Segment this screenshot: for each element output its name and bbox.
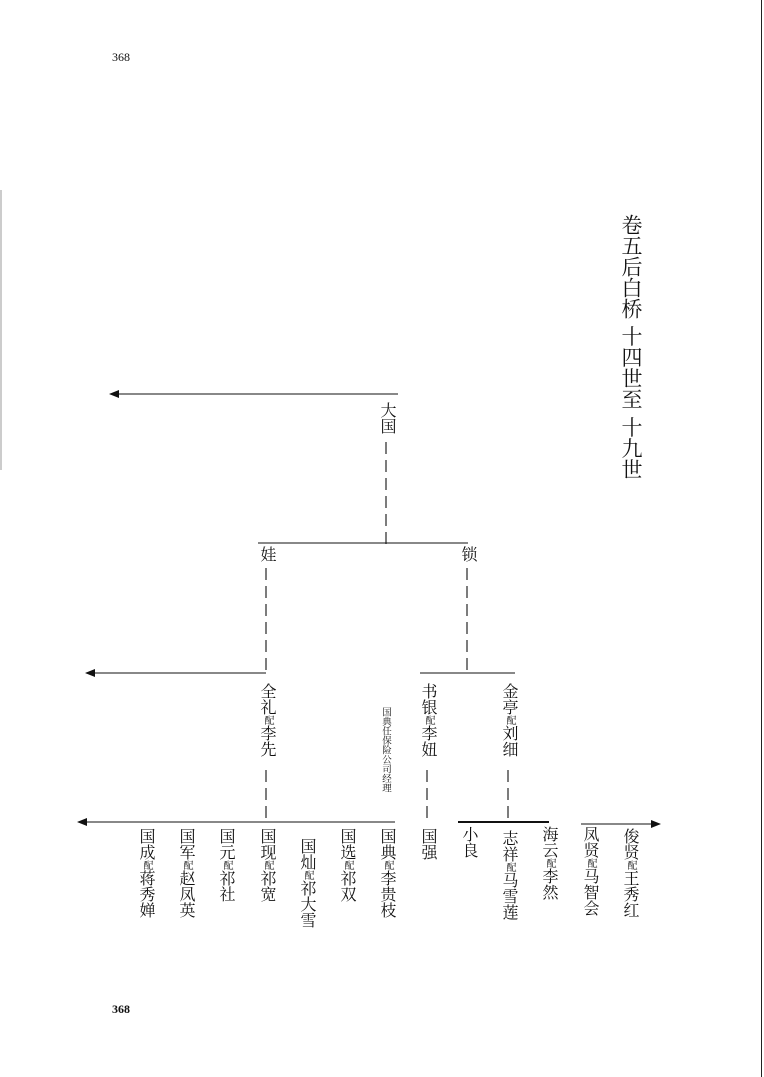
person-name: 书银 (419, 683, 438, 715)
spouse-name: 祁大雪 (298, 880, 317, 928)
page-number-bottom: 368 (112, 1002, 130, 1016)
spouse-name: 李妞 (419, 725, 438, 757)
spouse-marker: 配 (262, 860, 273, 870)
person-name: 海云 (540, 826, 559, 858)
person-name: 金亭 (500, 683, 519, 715)
person-name: 国成 (137, 828, 156, 860)
person-name: 国现 (258, 828, 277, 860)
spouse-name: 蒋秀婵 (137, 870, 156, 918)
spouse-marker: 配 (423, 715, 434, 725)
spouse-marker: 配 (302, 870, 313, 880)
person-suo: 锁 (459, 546, 478, 562)
person-xiaoliang: 小良 (460, 826, 479, 858)
person-name: 俊贤 (621, 828, 640, 860)
person-name: 凤贤 (581, 826, 600, 858)
person-guoqiang: 国强 (419, 828, 438, 860)
spouse-name: 刘细 (500, 725, 519, 757)
spouse-name: 祁社 (217, 870, 236, 902)
person-guocheng (136, 828, 156, 918)
chapter-title: 卷五后白桥 十四世至 十九世 (619, 214, 643, 480)
spouse-name: 马智会 (581, 868, 600, 916)
person-quanli (257, 683, 277, 757)
person-zhixiang (499, 830, 519, 920)
spouse-marker: 配 (262, 715, 273, 725)
person-name: 志祥 (500, 830, 519, 862)
person-haiyun (539, 826, 559, 900)
person-junxian (620, 828, 640, 918)
person-jinting (499, 683, 519, 757)
person-guoxian (257, 828, 277, 902)
spouse-name: 王秀红 (621, 870, 640, 918)
spouse-marker: 配 (504, 715, 515, 725)
person-wa: 娃 (258, 546, 277, 562)
person-guoxuan (337, 828, 357, 902)
person-guodian (377, 828, 397, 918)
spouse-name: 祁双 (338, 870, 357, 902)
spouse-name: 马雪莲 (500, 872, 519, 920)
person-root: 大国 (378, 402, 397, 434)
person-guocan (297, 838, 317, 928)
person-name: 国灿 (298, 838, 317, 870)
person-name: 国选 (338, 828, 357, 860)
spouse-name: 李先 (258, 725, 277, 757)
spouse-marker: 配 (141, 860, 152, 870)
note-guodian-job: 国典任保险公司经理 (380, 707, 391, 793)
spouse-marker: 配 (585, 858, 596, 868)
spouse-name: 李然 (540, 868, 559, 900)
spouse-name: 李贵枝 (378, 870, 397, 918)
person-name: 国军 (177, 828, 196, 860)
spouse-marker: 配 (544, 858, 555, 868)
person-guoyuan (216, 828, 236, 902)
person-guojun (176, 828, 196, 918)
spouse-marker: 配 (504, 862, 515, 872)
person-shuyin (418, 683, 438, 757)
spouse-marker: 配 (342, 860, 353, 870)
person-fengxian (580, 826, 600, 916)
spouse-name: 祁宽 (258, 870, 277, 902)
person-name: 全礼 (258, 683, 277, 715)
person-name: 国典 (378, 828, 397, 860)
spouse-marker: 配 (625, 860, 636, 870)
spouse-marker: 配 (221, 860, 232, 870)
spouse-marker: 配 (382, 860, 393, 870)
spouse-marker: 配 (181, 860, 192, 870)
person-name: 国元 (217, 828, 236, 860)
spouse-name: 赵凤英 (177, 870, 196, 918)
page-number-top: 368 (112, 50, 130, 64)
